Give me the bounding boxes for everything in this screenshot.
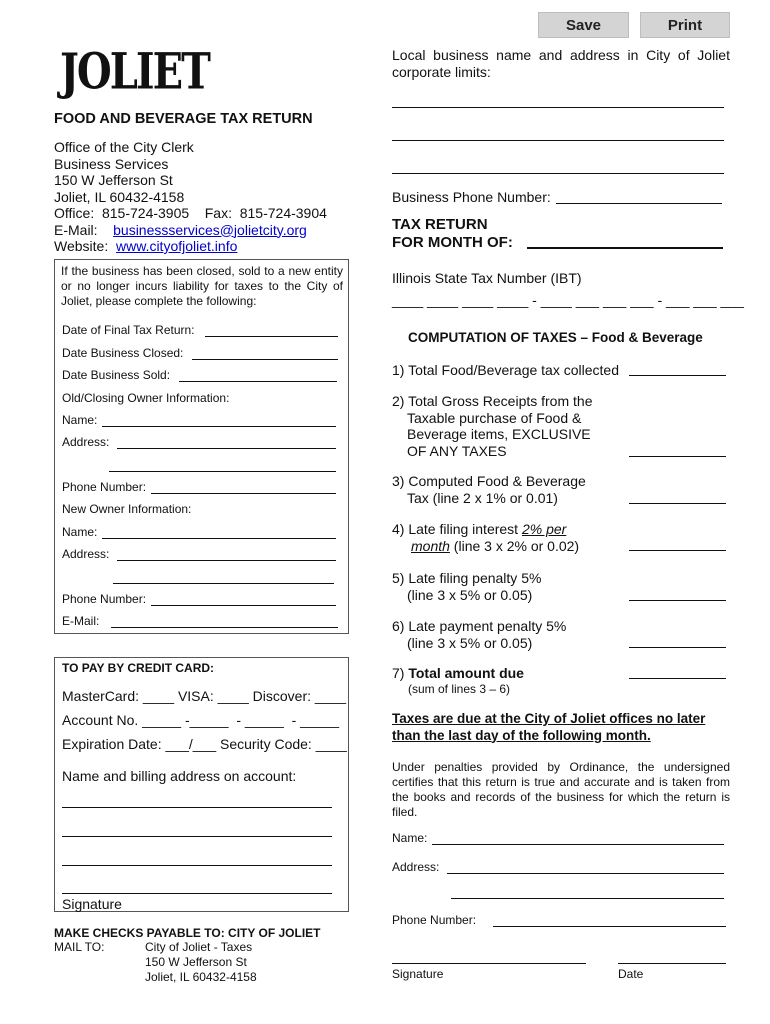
item-3-label — [392, 473, 586, 506]
item-6-line: (line 3 x 5% or 0.05) — [407, 634, 533, 651]
date-final-label: Date of Final Tax Return: — [62, 323, 195, 337]
cert-address-field[interactable] — [447, 873, 724, 874]
item-7-field[interactable] — [629, 678, 726, 679]
new-owner-phone-label: Phone Number: — [62, 592, 147, 606]
item-4-line — [392, 538, 579, 555]
office-email-row — [54, 222, 327, 239]
new-owner-heading: New Owner Information: — [62, 502, 192, 516]
office-website-row — [54, 238, 327, 255]
item-4-field[interactable] — [629, 550, 726, 551]
item-4-month: month — [411, 537, 450, 554]
cert-phone-label: Phone Number: — [392, 913, 477, 927]
item-7-note: (sum of lines 3 – 6) — [408, 682, 511, 696]
business-line-3[interactable] — [392, 173, 724, 174]
office-line: Joliet, IL 60432-4158 — [54, 188, 185, 205]
billing-label: Name and billing address on account: — [62, 768, 297, 784]
date-final-field[interactable] — [205, 323, 338, 337]
item-2-label — [392, 393, 592, 459]
item-6-label — [392, 618, 566, 651]
account-number[interactable]: Account No. _____ -_____ - _____ - _____ — [62, 712, 340, 728]
mail-address-line: Joliet, IL 60432-4158 — [145, 970, 257, 984]
item-6-field[interactable] — [629, 647, 726, 648]
item-4-label — [392, 521, 579, 554]
cert-date-label: Date — [618, 967, 644, 981]
mail-address-line: City of Joliet - Taxes — [145, 940, 253, 954]
old-owner-name-field[interactable] — [102, 413, 336, 427]
item-2-line: Taxable purchase of Food & — [407, 409, 582, 426]
credit-card-box — [54, 657, 349, 912]
old-owner-name-label: Name: — [62, 413, 98, 427]
tax-return-heading — [392, 216, 513, 252]
item-3-line: 3) Computed Food & Beverage — [392, 473, 586, 489]
due-notice: Taxes are due at the City of Joliet offices no later than the last day of the following month. — [392, 711, 706, 743]
cert-name-label: Name: — [392, 831, 428, 845]
date-closed-label: Date Business Closed: — [62, 346, 184, 360]
checks-payable: MAKE CHECKS PAYABLE TO: CITY OF JOLIET — [54, 926, 321, 940]
local-business-label: Local business name and address in City of Joliet corporate limits: — [392, 47, 730, 80]
item-5-label — [392, 570, 541, 603]
business-line-2[interactable] — [392, 140, 724, 141]
cert-phone-field[interactable] — [493, 926, 726, 927]
signature-line[interactable] — [62, 893, 332, 894]
mail-to-label: MAIL TO: — [54, 940, 105, 954]
cert-address-field-2[interactable] — [451, 898, 724, 899]
cc-signature-label: Signature — [62, 896, 122, 912]
office-line: Business Services — [54, 155, 169, 172]
tax-return-line1: TAX RETURN — [392, 216, 488, 233]
new-owner-address-field[interactable] — [117, 547, 336, 561]
closed-business-box — [54, 259, 349, 634]
cert-date-field[interactable] — [618, 963, 726, 964]
item-2-field[interactable] — [629, 456, 726, 457]
mail-address — [145, 940, 257, 985]
date-closed-field[interactable] — [192, 346, 338, 360]
item-5-line: (line 3 x 5% or 0.05) — [407, 586, 533, 603]
billing-line-1[interactable] — [62, 807, 332, 808]
old-owner-phone-label: Phone Number: — [62, 480, 147, 494]
billing-line-3[interactable] — [62, 865, 332, 866]
item-7-label — [392, 665, 524, 682]
ibt-number-field[interactable]: ____ ____ ____ ____ - ____ ___ ___ ___ - ___ ___ ___ — [392, 292, 744, 308]
date-sold-label: Date Business Sold: — [62, 368, 171, 382]
old-owner-phone-field[interactable] — [151, 480, 336, 494]
new-owner-email-label: E-Mail: — [62, 614, 100, 628]
email-label: E-Mail: — [54, 221, 98, 238]
business-line-1[interactable] — [392, 107, 724, 108]
new-owner-address-label: Address: — [62, 547, 110, 561]
old-owner-address-field[interactable] — [117, 435, 336, 449]
computation-heading: COMPUTATION OF TAXES – Food & Beverage — [408, 330, 703, 345]
new-owner-address-field-2[interactable] — [113, 570, 334, 584]
card-types[interactable]: MasterCard: ____ VISA: ____ Discover: ____ — [62, 688, 347, 704]
office-phones: Office: 815-724-3905 Fax: 815-724-3904 — [54, 205, 327, 221]
new-owner-name-field[interactable] — [102, 525, 336, 539]
mail-address-line: 150 W Jefferson St — [145, 955, 247, 969]
item-2-line: Beverage items, EXCLUSIVE — [407, 426, 591, 442]
item-3-field[interactable] — [629, 503, 726, 504]
new-owner-name-label: Name: — [62, 525, 98, 539]
print-button[interactable]: Print — [640, 12, 730, 38]
item-1-field[interactable] — [629, 375, 726, 376]
credit-card-heading: TO PAY BY CREDIT CARD: — [62, 661, 215, 675]
item-6-line: 6) Late payment penalty 5% — [392, 618, 567, 634]
old-owner-address-label: Address: — [62, 435, 110, 449]
item-7-total: Total amount due — [408, 665, 524, 681]
website-label: Website: — [54, 238, 109, 254]
item-1-label: 1) Total Food/Beverage tax collected — [392, 362, 619, 378]
cert-signature-field[interactable] — [392, 963, 586, 964]
old-owner-heading: Old/Closing Owner Information: — [62, 391, 230, 405]
office-line: Office of the City Clerk — [54, 139, 194, 155]
closed-intro: If the business has been closed, sold to a new entity or no longer incurs liability for taxes to the City of Joliet, please complete the following: — [61, 264, 343, 308]
email-link[interactable]: businessservices@jolietcity.org — [113, 221, 307, 238]
item-4-text: 4) Late filing interest — [392, 521, 522, 537]
item-4-line — [392, 521, 579, 538]
cert-name-field[interactable] — [432, 844, 724, 845]
tax-return-line2: FOR MONTH OF: — [392, 234, 513, 251]
website-link[interactable]: www.cityofjoliet.info — [116, 238, 238, 254]
new-owner-phone-field[interactable] — [151, 592, 336, 606]
item-5-field[interactable] — [629, 600, 726, 601]
date-sold-field[interactable] — [179, 368, 337, 382]
joliet-logo: JOLIET — [60, 42, 209, 101]
save-button[interactable]: Save — [538, 12, 629, 38]
cert-address-label: Address: — [392, 860, 440, 874]
business-phone-field[interactable] — [556, 203, 722, 204]
item-5-line: 5) Late filing penalty 5% — [392, 570, 542, 586]
item-3-line: Tax (line 2 x 1% or 0.01) — [407, 489, 558, 506]
item-7-number: 7) — [392, 665, 409, 681]
item-4-calc: (line 3 x 2% or 0.02) — [449, 537, 580, 554]
office-info — [54, 139, 327, 255]
certification-text: Under penalties provided by Ordinance, the undersigned certifies that this return is true and accurate and is taken from the books and records of the business for which the return is filed. — [392, 760, 730, 819]
ibt-label: Illinois State Tax Number (IBT) — [392, 270, 582, 286]
cert-signature-label: Signature — [392, 967, 444, 981]
billing-line-2[interactable] — [62, 836, 332, 837]
tax-month-field[interactable] — [527, 247, 723, 249]
business-phone-label: Business Phone Number: — [392, 189, 551, 205]
old-owner-address-field-2[interactable] — [109, 458, 336, 472]
form-title: FOOD AND BEVERAGE TAX RETURN — [54, 111, 313, 127]
item-2-line: OF ANY TAXES — [407, 442, 507, 459]
expiration-security[interactable]: Expiration Date: ___/___ Security Code: ____ — [62, 736, 347, 752]
item-4-rate: 2% per — [521, 521, 567, 537]
new-owner-email-field[interactable] — [111, 614, 338, 628]
office-line: 150 W Jefferson St — [54, 172, 173, 188]
item-2-line: 2) Total Gross Receipts from the — [392, 393, 593, 409]
